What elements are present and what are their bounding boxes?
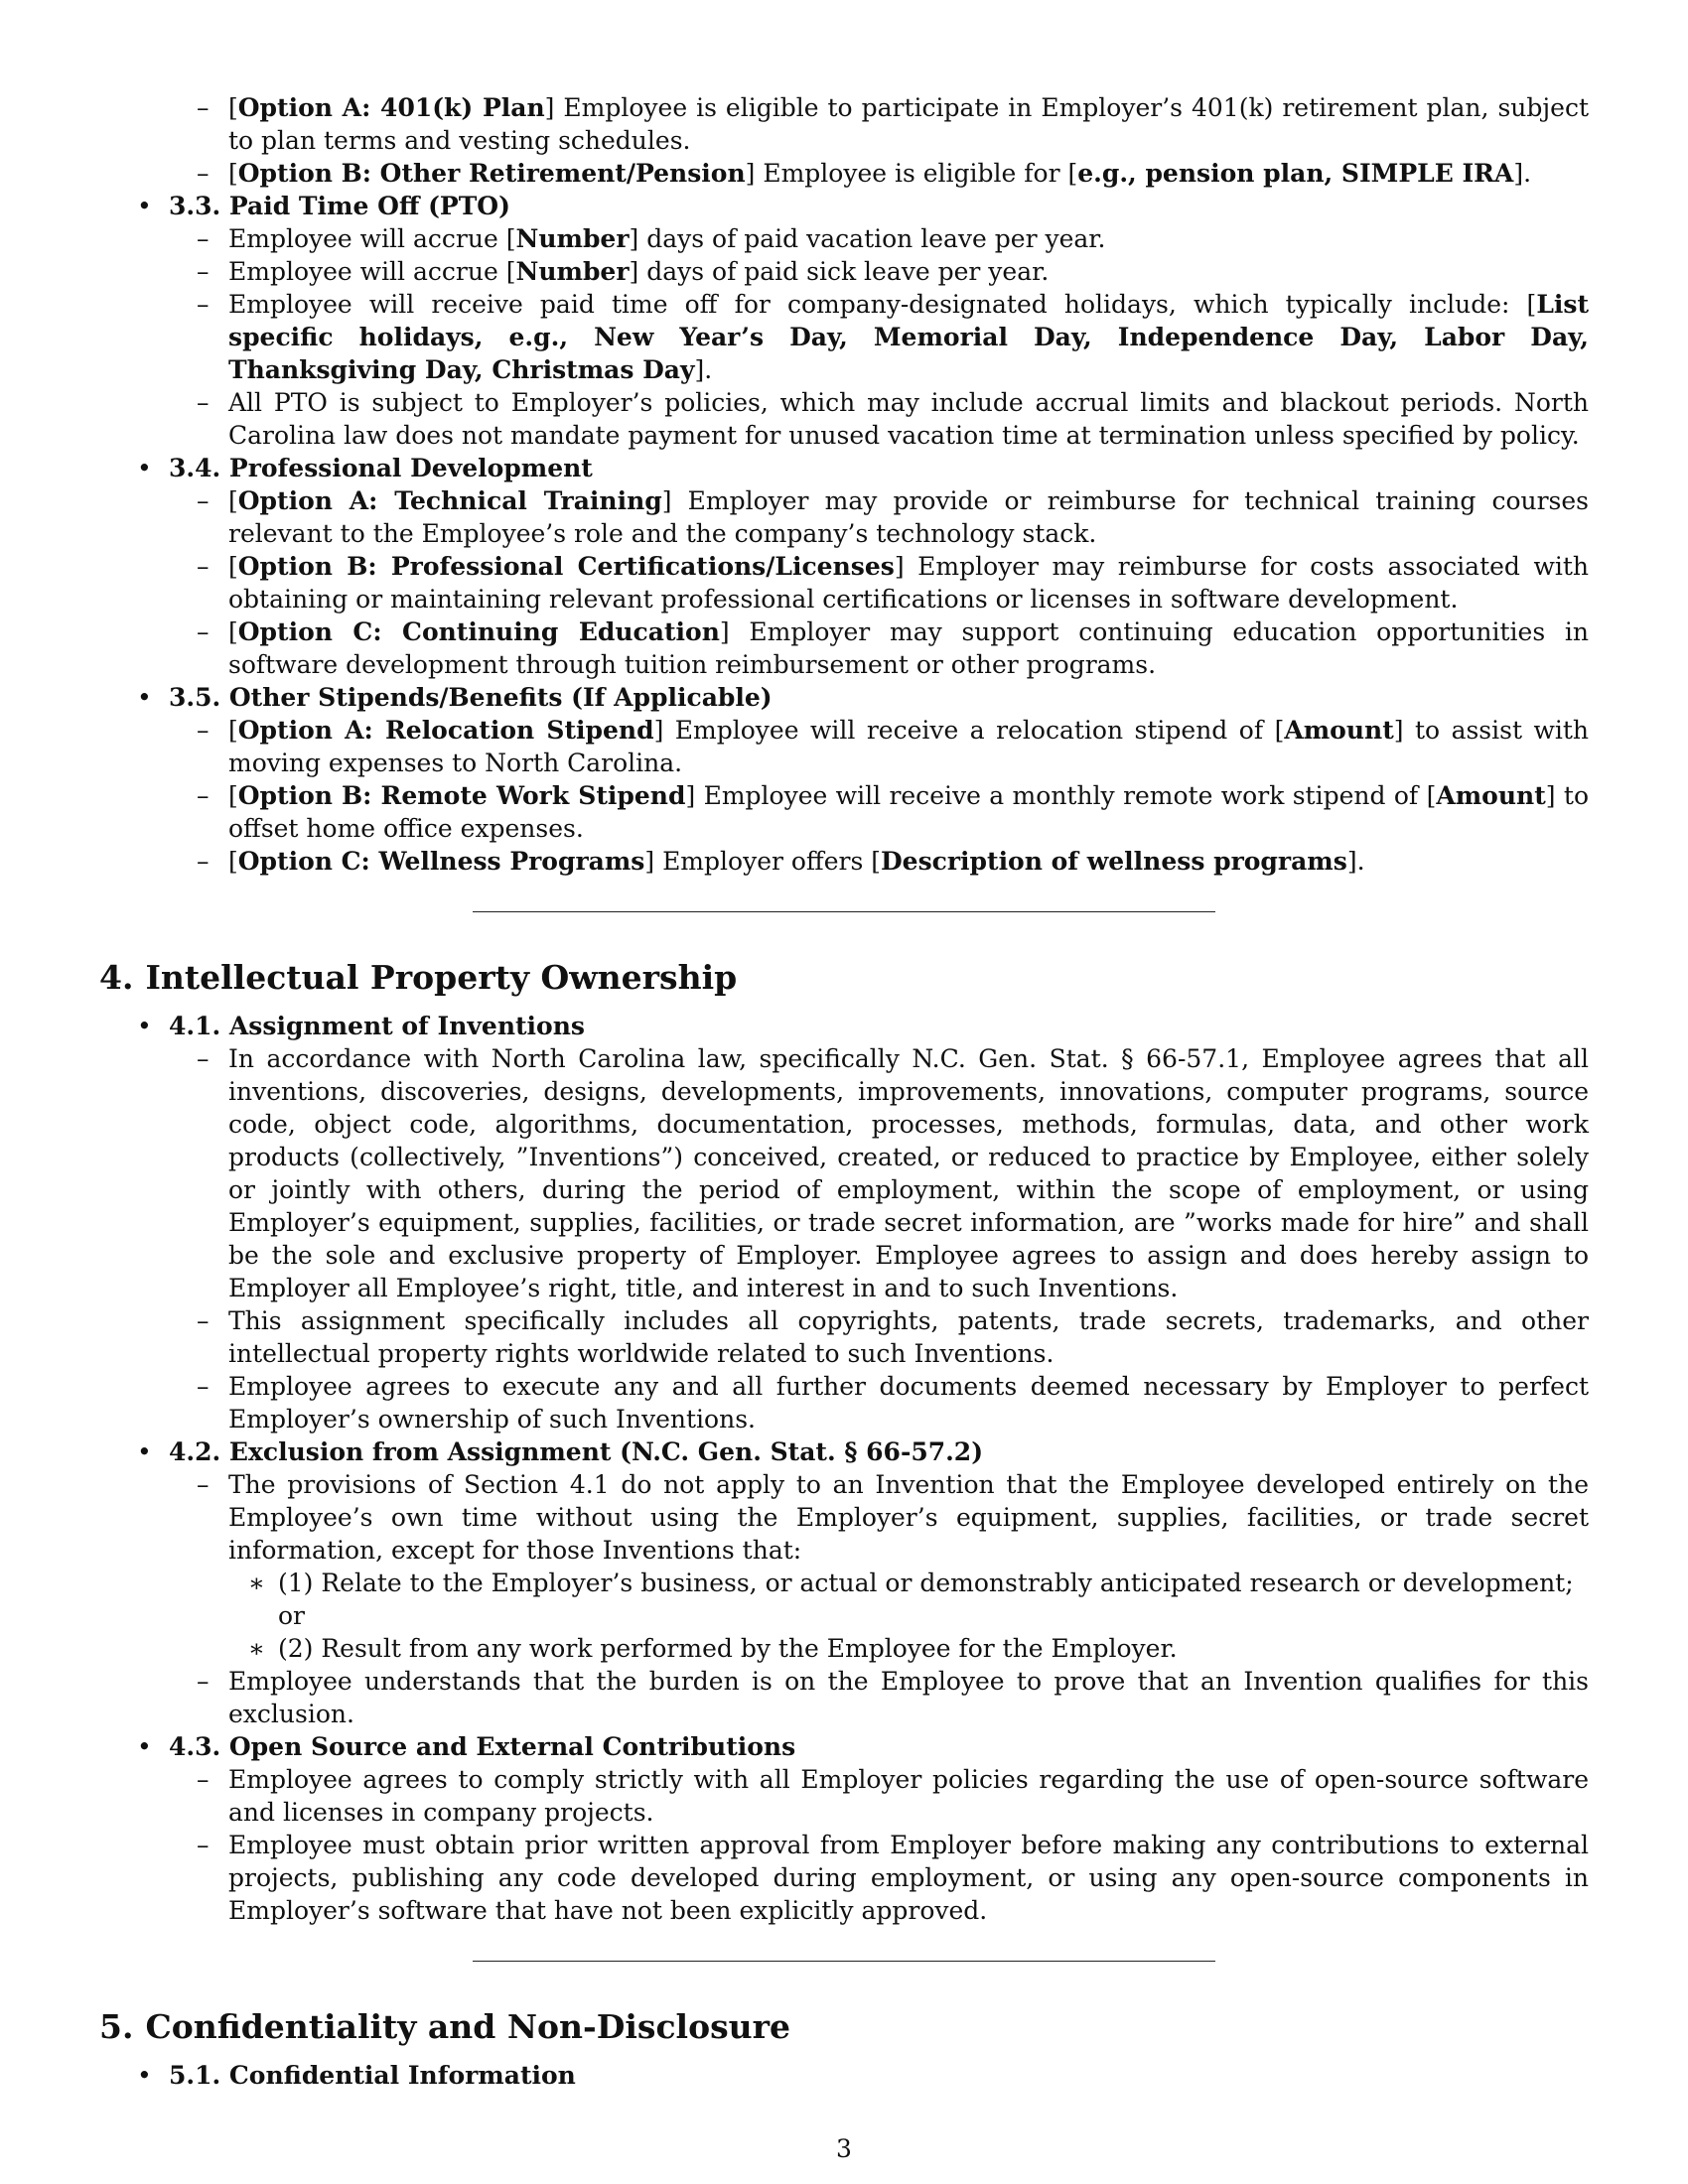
page-content [99, 91, 1589, 2092]
subsection-title: 4.2. Exclusion from Assignment (N.C. Gen. Stat. § 66-57.2) [169, 1437, 984, 1466]
sub-list-item: ∗ (1) Relate to the Employer’s business, or actual or demonstrably anticipated research or development; or [248, 1569, 1574, 1630]
subsection-4-1: • 4.1. Assignment of Inventions [137, 1012, 585, 1040]
section-divider [473, 911, 1215, 912]
subsection-title: 5.1. Confidential Information [169, 2061, 576, 2090]
list-item: – The provisions of Section 4.1 do not apply to an Invention that the Employee developed entirely on the Employee’s own time without using the Employer’s equipment, supplies, facilities, or trade secret information, except for those Inventions that: [197, 1470, 1589, 1565]
subsection-4-3: • 4.3. Open Source and External Contributions [137, 1732, 796, 1761]
list-item: – All PTO is subject to Employer’s policies, which may include accrual limits and blackout periods. North Carolina law does not mandate payment for unused vacation time at termination unless specified by policy. [197, 388, 1589, 450]
list-item: – Employee will accrue [Number] days of paid vacation leave per year. [197, 224, 1106, 253]
list-item: – [Option B: Remote Work Stipend] Employee will receive a monthly remote work stipend of [Amount] to offset home office expenses. [197, 781, 1590, 843]
list-item: – [Option C: Wellness Programs] Employer offers [Description of wellness programs]. [197, 847, 1365, 876]
subsection-title: 4.3. Open Source and External Contributions [169, 1732, 796, 1761]
subsection-3-4: • 3.4. Professional Development [137, 454, 593, 482]
retirement-option-a: – [Option A: 401(k) Plan] Employee is eligible to participate in Employer’s 401(k) retirement plan, subject to plan terms and vesting schedules. [197, 93, 1589, 155]
list-item: – This assignment specifically includes all copyrights, patents, trade secrets, trademarks, and other intellectual property rights worldwide related to such Inventions. [197, 1306, 1589, 1368]
section-heading-4: 4. Intellectual Property Ownership [99, 958, 738, 997]
subsection-3-3: • 3.3. Paid Time Off (PTO) [137, 192, 510, 220]
list-item: – [Option A: Technical Training] Employer may provide or reimburse for technical training courses relevant to the Employee’s role and the company’s technology stack. [197, 486, 1589, 548]
subsection-title: 3.3. Paid Time Off (PTO) [169, 192, 510, 220]
list-item: – [Option C: Continuing Education] Employer may support continuing education opportunities in software development through tuition reimbursement or other programs. [197, 617, 1589, 679]
subsection-5-1: • 5.1. Confidential Information [137, 2061, 576, 2090]
list-item: – Employee will receive paid time off for company-designated holidays, which typically include: [List specific holidays, e.g., New Year’s Day, Memorial Day, Independence Day, Labor Day, Thanksgiving Day, Christmas Day]. [197, 290, 1590, 384]
subsection-3-5: • 3.5. Other Stipends/Benefits (If Applicable) [137, 683, 773, 712]
subsection-title: 4.1. Assignment of Inventions [169, 1012, 585, 1040]
list-item: – [Option A: Relocation Stipend] Employee will receive a relocation stipend of [Amount] to assist with moving expenses to North Carolina. [197, 716, 1590, 777]
list-item: – Employee agrees to comply strictly with all Employer policies regarding the use of open-source software and licenses in company projects. [197, 1765, 1589, 1827]
subsection-4-2: • 4.2. Exclusion from Assignment (N.C. Gen. Stat. § 66-57.2) [137, 1437, 984, 1466]
list-item: – Employee agrees to execute any and all further documents deemed necessary by Employer to perfect Employer’s ownership of such Inventions. [197, 1372, 1589, 1433]
page-number: 3 [836, 2134, 852, 2163]
sub-list-item: ∗ (2) Result from any work performed by the Employee for the Employer. [248, 1634, 1178, 1663]
section-heading-5: 5. Confidentiality and Non-Disclosure [99, 2007, 791, 2046]
list-item: – Employee must obtain prior written approval from Employer before making any contributions to external projects, publishing any code developed during employment, or using any open-source components in Employer’s software that have not been explicitly approved. [197, 1831, 1589, 1925]
subsection-title: 3.5. Other Stipends/Benefits (If Applicable) [169, 683, 773, 712]
list-item: – Employee understands that the burden is on the Employee to prove that an Invention qualifies for this exclusion. [197, 1667, 1589, 1728]
subsection-title: 3.4. Professional Development [169, 454, 593, 482]
list-item: – In accordance with North Carolina law, specifically N.C. Gen. Stat. § 66-57.1, Employee agrees that all inventions, discoveries, designs, developments, improvements, innovations, computer programs, source code, object code, algorithms, documentation, processes, methods, formulas, data, and other work products (collectively, ”Inventions”) conceived, created, or reduced to practice by Employee, either solely or jointly with others, during the period of employment, within the scope of employment, or using Employer’s equipment, supplies, facilities, or trade secret information, are ”works made for hire” and shall be the sole and exclusive property of Employer. Employee agrees to assign and does hereby assign to Employer all Employee’s right, title, and interest in and to such Inventions. [197, 1044, 1589, 1302]
list-item: – Employee will accrue [Number] days of paid sick leave per year. [197, 257, 1050, 286]
list-item: – [Option B: Professional Certifications/Licenses] Employer may reimburse for costs associated with obtaining or maintaining relevant professional certifications or licenses in software development. [197, 552, 1589, 614]
retirement-option-b: – [Option B: Other Retirement/Pension] Employee is eligible for [e.g., pension plan, SIMPLE IRA]. [197, 159, 1532, 188]
section-divider [473, 1961, 1215, 1962]
